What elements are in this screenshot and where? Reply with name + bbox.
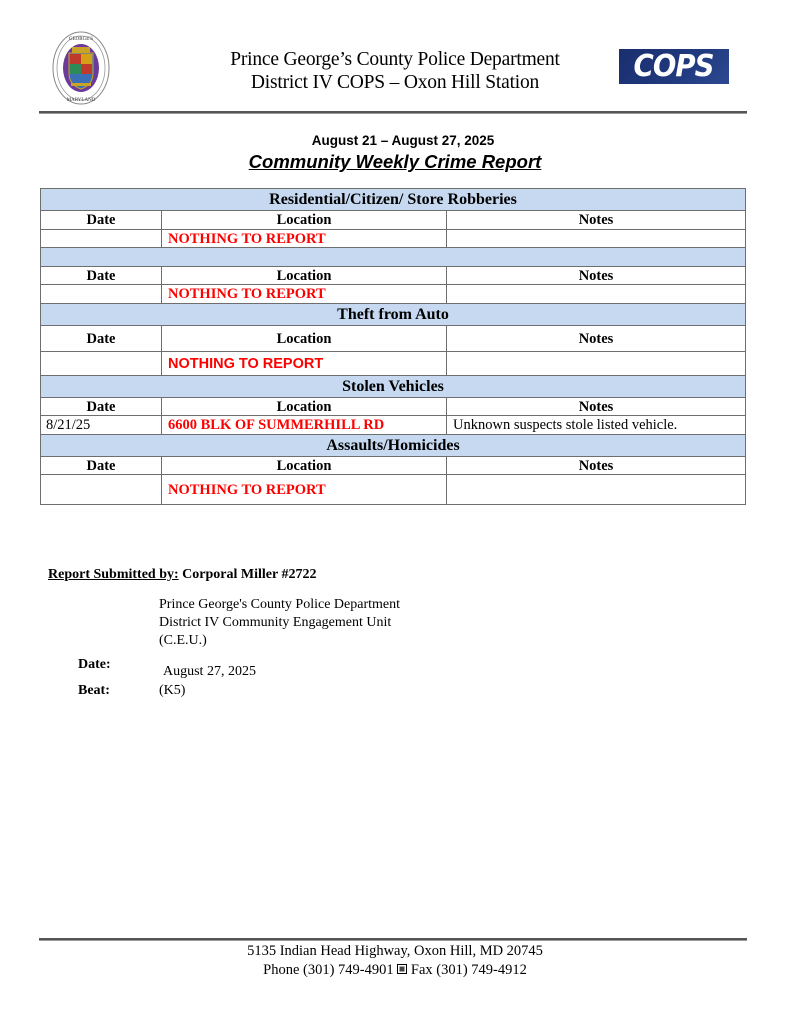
beat-label: Beat: [78,683,110,698]
date-header: Date [41,457,162,475]
section-header-theft-from-auto [41,304,746,326]
notes-header: Notes [447,398,746,416]
submitter-unit [159,596,400,650]
footer-contact [100,942,690,979]
location-header: Location [162,457,447,475]
location-cell: NOTHING TO REPORT [162,285,447,304]
date-header: Date [41,211,162,230]
location-header: Location [162,326,447,352]
section-title: Residential/Citizen/ Store Robberies [41,189,746,211]
unit-line-2: District IV Community Engagement Unit [159,615,392,630]
unit-line-1: Prince George's County Police Department [159,597,400,612]
date-cell [41,352,162,376]
unit-line-3: (C.E.U.) [159,633,207,648]
notes-cell [447,352,746,376]
table-row [41,475,746,505]
location-header: Location [162,267,447,285]
table-row [41,285,746,304]
footer-fax: Fax (301) 749-4912 [410,961,527,978]
column-header-row [41,398,746,416]
report-date-range: August 21 – August 27, 2025 [311,133,495,148]
crime-report-table [40,188,746,505]
location-cell: 6600 BLK OF SUMMERHILL RD [162,416,447,435]
table-row [41,230,746,248]
location-cell: NOTHING TO REPORT [162,475,447,505]
notes-header: Notes [447,457,746,475]
section-title: Stolen Vehicles [41,376,746,398]
svg-text:GEORGE'S: GEORGE'S [69,37,93,42]
section-header-blank [41,248,746,267]
location-cell: NOTHING TO REPORT [162,230,447,248]
section-title [41,248,746,267]
section-title: Theft from Auto [41,304,746,326]
date-header: Date [41,326,162,352]
footer-phone-fax [100,961,690,980]
notes-header: Notes [447,267,746,285]
date-label: Date: [78,657,111,672]
submitter-name: Corporal Miller #2722 [182,567,317,582]
notes-cell: Unknown suspects stole listed vehicle. [447,416,746,435]
section-header-stolen-vehicles [41,376,746,398]
notes-cell [447,230,746,248]
report-title: Community Weekly Crime Report [248,151,542,172]
footer-phone: Phone (301) 749-4901 [263,961,394,978]
submitted-by-label: Report Submitted by: [48,567,179,582]
notes-header: Notes [447,326,746,352]
date-cell: 8/21/25 [41,416,162,435]
header-divider [39,111,747,114]
location-header: Location [162,398,447,416]
location-header: Location [162,211,447,230]
column-header-row [41,211,746,230]
notes-cell [447,285,746,304]
county-seal-icon [52,31,110,105]
footer-address: 5135 Indian Head Highway, Oxon Hill, MD 20745 [247,943,543,959]
notes-header: Notes [447,211,746,230]
table-row [41,416,746,435]
separator-square-icon [397,964,407,974]
date-cell [41,230,162,248]
date-cell [41,475,162,505]
date-header: Date [41,267,162,285]
report-submitted-by [48,567,316,583]
date-header: Date [41,398,162,416]
section-header-robberies [41,189,746,211]
cops-logo-text: COPS [633,49,715,84]
title-line-2: District IV COPS – Oxon Hill Station [250,72,540,93]
department-title [170,48,620,94]
svg-text:MARYLAND: MARYLAND [66,98,96,103]
table-row [41,352,746,376]
column-header-row [41,457,746,475]
location-cell: NOTHING TO REPORT [162,352,447,376]
cops-logo [619,49,729,84]
notes-cell [447,475,746,505]
section-title: Assaults/Homicides [41,435,746,457]
column-header-row [41,267,746,285]
date-value: August 27, 2025 [163,664,256,679]
footer-divider [39,938,747,941]
title-line-1: Prince George’s County Police Department [230,49,560,70]
beat-value: (K5) [159,683,186,698]
column-header-row [41,326,746,352]
date-cell [41,285,162,304]
section-header-assaults-homicides [41,435,746,457]
